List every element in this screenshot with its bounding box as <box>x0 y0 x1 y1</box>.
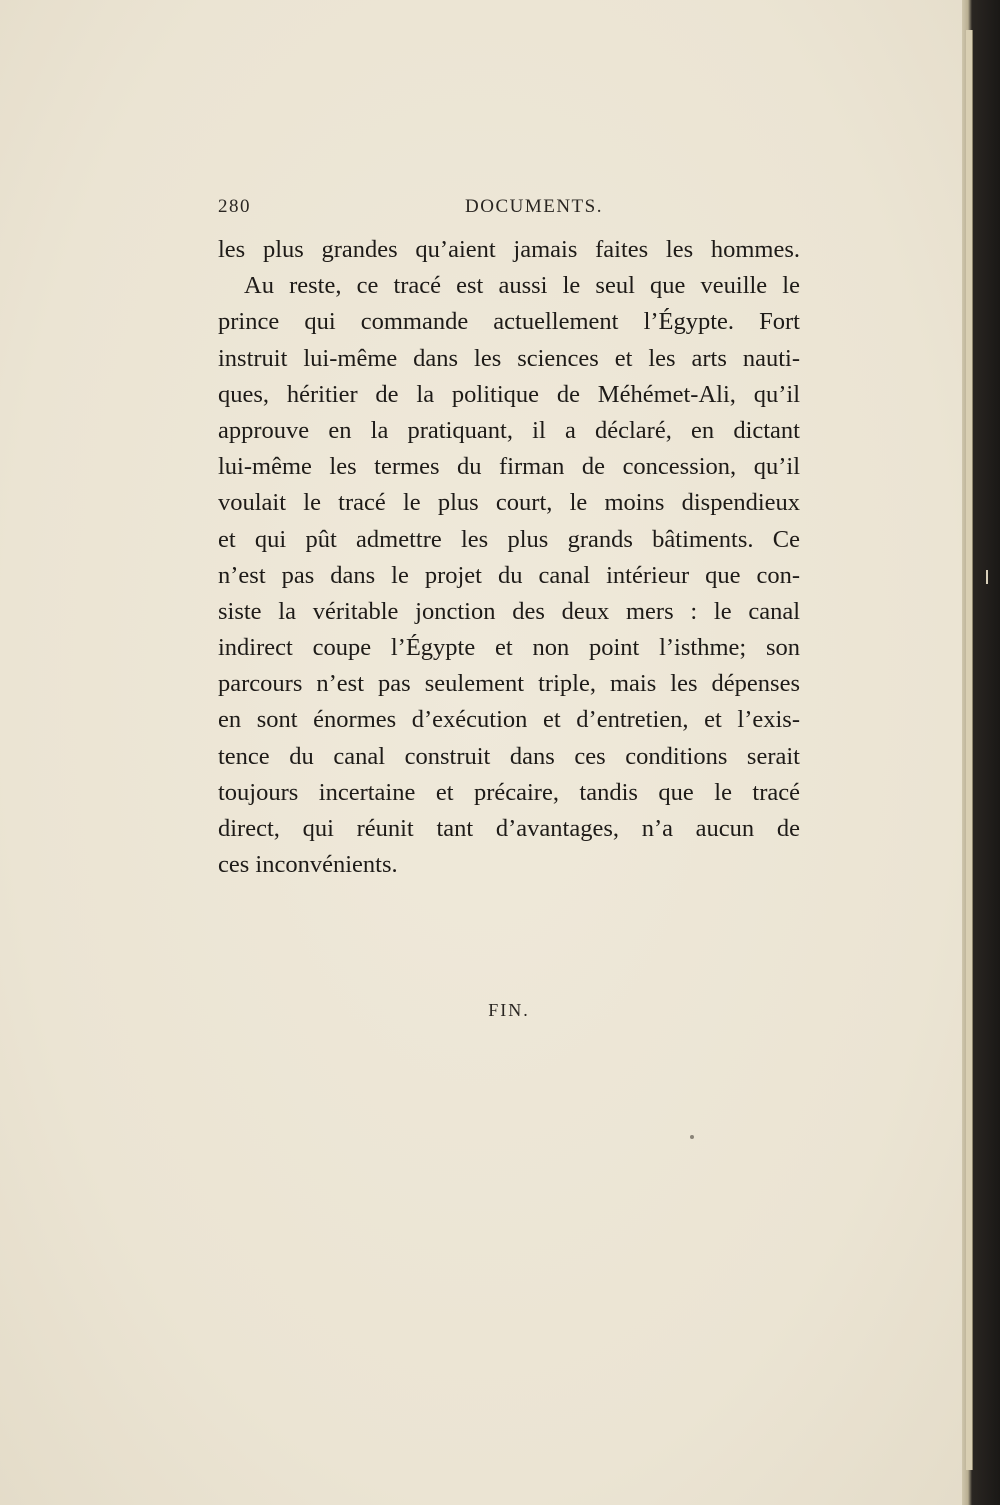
text-line: n’est pas dans le projet du canal intérieur que con- <box>218 561 800 589</box>
text-line: Au reste, ce tracé est aussi le seul que veuille le <box>244 272 800 300</box>
page-number: 280 <box>218 196 251 217</box>
end-mark: FIN. <box>488 1000 530 1020</box>
text-line: parcours n’est pas seulement triple, mais les dépenses <box>218 670 800 698</box>
page-header <box>218 196 800 226</box>
edge-mark <box>986 570 988 584</box>
text-line: voulait le tracé le plus court, le moins dispendieux <box>218 489 800 517</box>
text-line: direct, qui réunit tant d’avantages, n’a aucun de <box>218 815 800 842</box>
text-line: ques, héritier de la politique de Méhémet-Ali, qu’il <box>218 380 800 408</box>
text-line: tence du canal construit dans ces conditions serait <box>218 742 800 770</box>
text-line: prince qui commande actuellement l’Égypte. Fort <box>218 308 800 336</box>
paper-speck <box>690 1135 694 1139</box>
text-line: siste la véritable jonction des deux mers : le canal <box>218 597 800 625</box>
text-line: et qui pût admettre les plus grands bâtiments. Ce <box>218 525 800 553</box>
text-line: approuve en la pratiquant, il a déclaré, en dictant <box>218 416 800 444</box>
running-title: DOCUMENTS. <box>465 196 603 217</box>
text-line: instruit lui-même dans les sciences et les arts nauti- <box>218 344 800 372</box>
text-line: toujours incertaine et précaire, tandis que le tracé <box>218 778 800 806</box>
text-line: en sont énormes d’exécution et d’entretien, et l’exis- <box>218 706 800 734</box>
text-line: indirect coupe l’Égypte et non point l’isthme; son <box>218 634 800 662</box>
text-line: les plus grandes qu’aient jamais faites les hommes. <box>218 236 800 263</box>
text-line: lui-même les termes du firman de concession, qu’il <box>218 453 800 481</box>
text-line: ces inconvénients. <box>218 851 398 879</box>
page-edge-sheet <box>966 30 973 1470</box>
body-text <box>218 232 800 883</box>
